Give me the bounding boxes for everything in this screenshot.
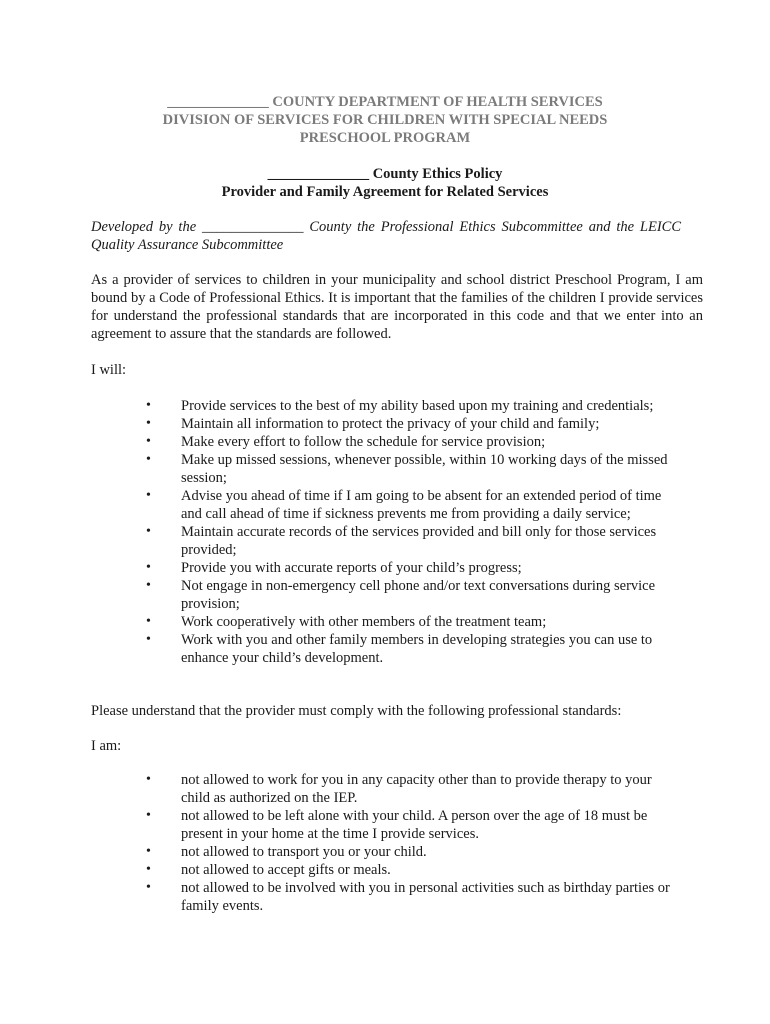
list-item: • Provide you with accurate reports of your child’s progress; — [146, 560, 522, 576]
bullet-icon: • — [146, 880, 151, 895]
intro-paragraph: As a provider of services to children in your municipality and school district Preschool Program, I am bound by a Code of Professional Ethics. It is important that the families of the children I provide services for understand the professional standards that are incorporated in this code and that we enter into an agreement to assure that the standards are followed. — [91, 272, 703, 342]
document-title — [0, 165, 770, 201]
department-header — [0, 93, 770, 147]
bullet-icon: • — [146, 862, 151, 877]
list-item: • Not engage in non-emergency cell phone and/or text conversations during service provision; — [146, 578, 656, 612]
bullet-icon: • — [146, 844, 151, 859]
list-item: • Work with you and other family members in developing strategies you can use to enhance your child’s development. — [146, 632, 653, 666]
list-item: • not allowed to transport you or your child. — [146, 844, 427, 860]
bullet-icon: • — [146, 524, 151, 539]
header-line-1: ______________ COUNTY DEPARTMENT OF HEALTH SERVICES — [167, 94, 603, 110]
bullet-icon: • — [146, 434, 151, 449]
bullet-icon: • — [146, 416, 151, 431]
am-list — [0, 771, 681, 915]
list-item: • Work cooperatively with other members of the treatment team; — [146, 614, 547, 630]
list-item: • not allowed to be left alone with your child. A person over the age of 18 must be present in your home at the time I provide services. — [146, 808, 648, 842]
bullet-icon: • — [146, 614, 151, 629]
list-item: • Advise you ahead of time if I am going to be absent for an extended period of time and call ahead of time if sickness prevents me from providing a daily service; — [146, 488, 662, 522]
list-item: • Maintain all information to protect the privacy of your child and family; — [146, 416, 600, 432]
am-label: I am: — [91, 738, 122, 754]
bullet-icon: • — [146, 808, 151, 823]
developed-by-note: Developed by the ______________ County the Professional Ethics Subcommittee and the LEICC Quality Assurance Subcommittee — [91, 219, 681, 253]
bullet-icon: • — [146, 560, 151, 575]
standards-intro: Please understand that the provider must comply with the following professional standards: — [91, 703, 622, 719]
title-line-2: Provider and Family Agreement for Related Services — [221, 184, 549, 200]
header-line-2: DIVISION OF SERVICES FOR CHILDREN WITH SPECIAL NEEDS — [162, 112, 608, 128]
title-line-1: ______________ County Ethics Policy — [267, 166, 503, 182]
list-item: • Make up missed sessions, whenever possible, within 10 working days of the missed session; — [146, 452, 668, 486]
list-item: • Make every effort to follow the schedule for service provision; — [146, 434, 546, 450]
will-label: I will: — [91, 362, 127, 378]
bullet-icon: • — [146, 452, 151, 467]
header-line-3: PRESCHOOL PROGRAM — [299, 130, 471, 146]
will-list — [0, 397, 681, 667]
bullet-icon: • — [146, 398, 151, 413]
list-item: • not allowed to accept gifts or meals. — [146, 862, 391, 878]
list-item: • Provide services to the best of my ability based upon my training and credentials; — [146, 398, 654, 414]
list-item: • not allowed to work for you in any capacity other than to provide therapy to your child as authorized on the IEP. — [146, 772, 652, 806]
bullet-icon: • — [146, 488, 151, 503]
bullet-icon: • — [146, 632, 151, 647]
bullet-icon: • — [146, 772, 151, 787]
bullet-icon: • — [146, 578, 151, 593]
list-item: • not allowed to be involved with you in personal activities such as birthday parties or family events. — [146, 880, 670, 914]
list-item: • Maintain accurate records of the services provided and bill only for those services provided; — [146, 524, 657, 558]
